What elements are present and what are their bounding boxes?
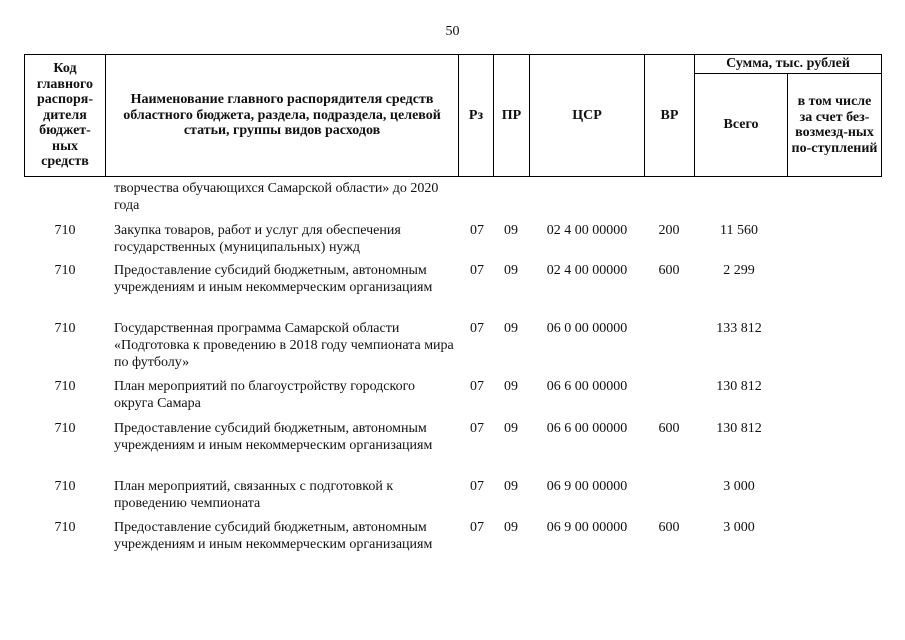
cell-name: План мероприятий по благоустройству городского округа Самара <box>114 379 415 411</box>
cell-code: 710 <box>54 520 76 535</box>
cell-rz: 07 <box>470 379 484 394</box>
cell-rz: 07 <box>470 263 484 278</box>
cell-code: 710 <box>54 321 76 336</box>
cell-rz: 07 <box>470 321 484 336</box>
cell-vr: 600 <box>658 263 680 278</box>
cell-pr: 09 <box>504 421 518 436</box>
cell-code: 710 <box>54 479 76 494</box>
table-row <box>24 262 882 320</box>
cell-rz: 07 <box>470 223 484 238</box>
cell-total: 3 000 <box>723 520 755 535</box>
cell-pr: 09 <box>504 223 518 238</box>
cell-total: 133 812 <box>716 321 762 336</box>
cell-csr: 02 4 00 00000 <box>546 263 628 278</box>
header-rz: Рз <box>458 54 494 177</box>
header-csr: ЦСР <box>529 54 645 177</box>
cell-rz: 07 <box>470 520 484 535</box>
cell-name: Закупка товаров, работ и услуг для обеспечения государственных (муниципальных) нужд <box>114 223 401 255</box>
cell-total: 3 000 <box>723 479 755 494</box>
cell-total: 130 812 <box>716 421 762 436</box>
cell-vr: 600 <box>658 421 680 436</box>
cell-vr: 200 <box>658 223 680 238</box>
table-body <box>24 180 882 577</box>
header-total: Всего <box>694 73 788 177</box>
cell-code: 710 <box>54 421 76 436</box>
header-pr: ПР <box>493 54 530 177</box>
cell-code: 710 <box>54 379 76 394</box>
cell-name: Государственная программа Самарской области «Подготовка к проведению в 2018 году чемпионата мира по футболу» <box>114 321 454 370</box>
cell-rz: 07 <box>470 479 484 494</box>
cell-csr: 02 4 00 00000 <box>546 223 628 238</box>
cell-total: 130 812 <box>716 379 762 394</box>
table-row <box>24 180 882 222</box>
cell-pr: 09 <box>504 520 518 535</box>
cell-csr: 06 0 00 00000 <box>546 321 628 336</box>
cell-pr: 09 <box>504 479 518 494</box>
page-number: 50 <box>445 24 460 39</box>
table-row <box>24 378 882 420</box>
cell-pr: 09 <box>504 321 518 336</box>
cell-name: Предоставление субсидий бюджетным, автономным учреждениям и иным некоммерческим организациям <box>114 421 433 453</box>
cell-name: творчества обучающихся Самарской области» до 2020 года <box>114 181 439 213</box>
table-row <box>24 222 882 262</box>
table-row <box>24 478 882 519</box>
cell-code: 710 <box>54 263 76 278</box>
header-incl: в том числе за счет без-возмезд-ных по-ступлений <box>787 73 882 177</box>
table-header <box>24 54 882 177</box>
table-row <box>24 320 882 378</box>
cell-csr: 06 6 00 00000 <box>546 379 628 394</box>
cell-csr: 06 9 00 00000 <box>546 479 628 494</box>
cell-csr: 06 6 00 00000 <box>546 421 628 436</box>
cell-rz: 07 <box>470 421 484 436</box>
header-sum-group: Сумма, тыс. рублей <box>694 54 882 74</box>
header-code: Код главного распоря-дителя бюджет-ных средств <box>24 54 106 177</box>
header-name: Наименование главного распорядителя средств областного бюджета, раздела, подраздела, целевой статьи, группы видов расходов <box>105 54 459 177</box>
header-vr: ВР <box>644 54 695 177</box>
cell-total: 2 299 <box>723 263 755 278</box>
cell-csr: 06 9 00 00000 <box>546 520 628 535</box>
cell-pr: 09 <box>504 379 518 394</box>
cell-name: Предоставление субсидий бюджетным, автономным учреждениям и иным некоммерческим организациям <box>114 263 433 295</box>
table-row <box>24 420 882 478</box>
cell-name: Предоставление субсидий бюджетным, автономным учреждениям и иным некоммерческим организациям <box>114 520 433 552</box>
cell-vr: 600 <box>658 520 680 535</box>
table-row <box>24 519 882 577</box>
cell-total: 11 560 <box>720 223 758 238</box>
cell-code: 710 <box>54 223 76 238</box>
cell-name: План мероприятий, связанных с подготовкой к проведению чемпионата <box>114 479 394 511</box>
cell-pr: 09 <box>504 263 518 278</box>
